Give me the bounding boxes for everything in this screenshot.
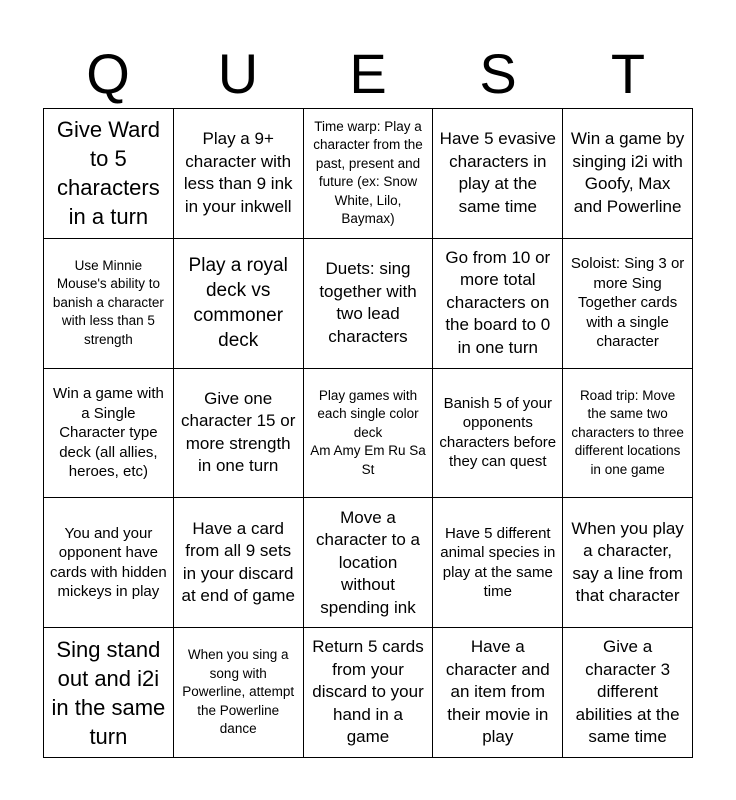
header-letter-e: E (349, 42, 387, 105)
bingo-cell[interactable] (304, 109, 434, 239)
bingo-cell[interactable] (44, 239, 174, 369)
bingo-cell[interactable] (433, 109, 563, 239)
cell-text: Sing stand out and i2i in the same turn (51, 636, 166, 749)
cell-text: Use Minnie Mouse's ability to banish a character with less than 5 strength (52, 257, 164, 347)
bingo-cell[interactable] (304, 498, 434, 628)
cell-text: When you play a character, say a line from that character (571, 518, 684, 606)
cell-text: Play a royal deck vs commoner deck (188, 255, 288, 352)
header-letter-u: U (217, 42, 259, 105)
bingo-cell[interactable] (563, 498, 693, 628)
bingo-cell[interactable] (563, 369, 693, 499)
bingo-cell[interactable] (433, 498, 563, 628)
bingo-cell[interactable] (174, 239, 304, 369)
cell-text: Return 5 cards from your discard to your hand in a game (312, 637, 424, 747)
cell-text: Soloist: Sing 3 or more Sing Together cards with a single character (570, 255, 685, 351)
bingo-cell[interactable] (44, 628, 174, 758)
bingo-cell[interactable] (304, 369, 434, 499)
bingo-cell[interactable] (433, 628, 563, 758)
bingo-cell[interactable] (174, 109, 304, 239)
cell-text: Time warp: Play a character from the past, present and future (ex: Snow White, Lilo, Baymax) (313, 118, 423, 227)
bingo-cell[interactable] (433, 369, 563, 499)
cell-text: Give a character 3 different abilities at the same time (575, 637, 680, 747)
bingo-cell[interactable] (563, 109, 693, 239)
cell-text: Road trip: Move the same two characters to three different locations in one game (571, 387, 684, 477)
bingo-cell[interactable] (304, 239, 434, 369)
bingo-grid (43, 108, 693, 758)
bingo-cell[interactable] (44, 369, 174, 499)
cell-text: Banish 5 of your opponents characters before they can quest (439, 394, 557, 471)
cell-text: Go from 10 or more total characters on the board to 0 in one turn (445, 247, 551, 357)
bingo-cell[interactable] (174, 498, 304, 628)
bingo-cell[interactable] (563, 239, 693, 369)
bingo-cell[interactable] (304, 628, 434, 758)
cell-text: Have 5 different animal species in play at the same time (440, 524, 556, 601)
cell-text: Play a 9+ character with less than 9 ink in your inkwell (183, 129, 293, 216)
cell-text: When you sing a song with Powerline, attempt the Powerline dance (182, 647, 295, 737)
cell-text: Have a character and an item from their movie in play (445, 637, 550, 747)
cell-text: Win a game with a Single Character type deck (all allies, heroes, etc) (52, 385, 164, 481)
cell-text: Give one character 15 or more strength in one turn (181, 388, 296, 476)
header-letter-t: T (610, 42, 646, 105)
cell-text: Have a card from all 9 sets in your discard at end of game (181, 518, 295, 606)
cell-text: You and your opponent have cards with hidden mickeys in play (50, 524, 167, 601)
cell-text: Play games with each single color deck Am Amy Em Ru Sa St (310, 387, 426, 477)
cell-text: Win a game by singing i2i with Goofy, Max and Powerline (570, 129, 685, 216)
bingo-cell[interactable] (563, 628, 693, 758)
bingo-cell[interactable] (174, 369, 304, 499)
cell-text: Move a character to a location without spending ink (316, 507, 420, 617)
header-letter-s: S (479, 42, 517, 105)
cell-text: Duets: sing together with two lead characters (319, 259, 417, 346)
cell-text: Have 5 evasive characters in play at the same time (439, 129, 556, 216)
cell-text: Give Ward to 5 characters in a turn (56, 117, 160, 230)
bingo-cell[interactable] (433, 239, 563, 369)
header-letter-q: Q (86, 42, 130, 105)
bingo-cell[interactable] (44, 498, 174, 628)
bingo-cell[interactable] (44, 109, 174, 239)
bingo-header (43, 40, 693, 108)
bingo-cell[interactable] (174, 628, 304, 758)
